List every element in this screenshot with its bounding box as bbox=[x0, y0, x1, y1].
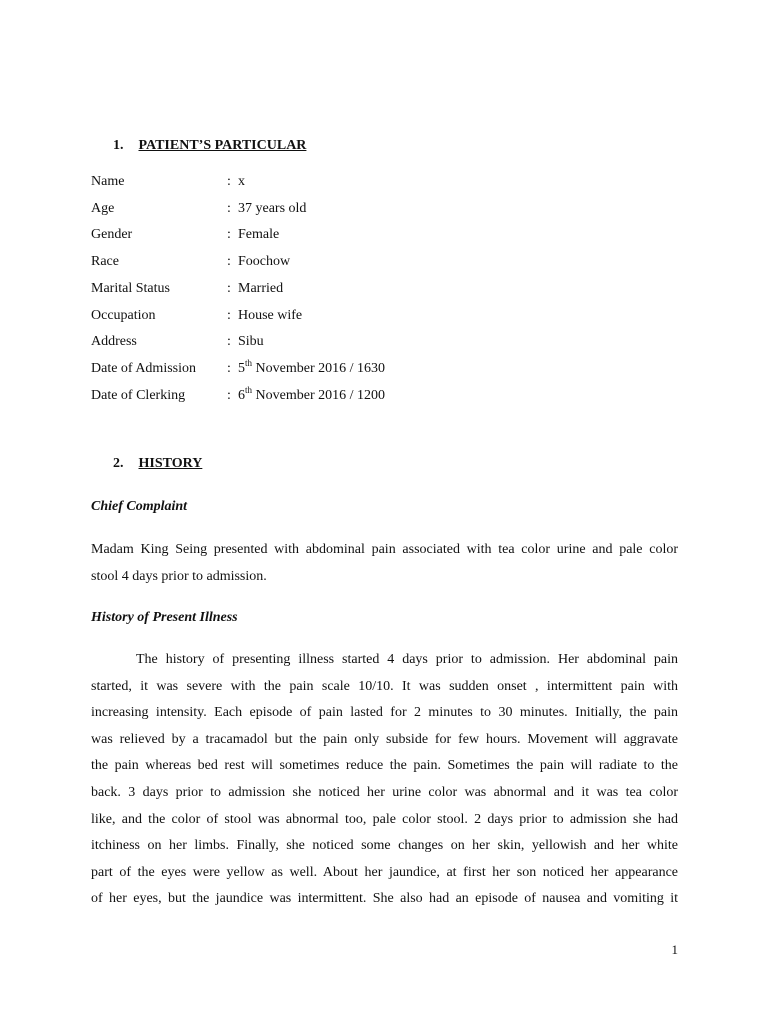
section-number: 2. bbox=[113, 456, 124, 471]
history-present-illness-paragraph bbox=[91, 647, 678, 913]
particular-label: Address bbox=[91, 334, 137, 350]
date-day: 5 bbox=[238, 360, 245, 376]
particular-colon: : bbox=[227, 280, 231, 296]
particular-value: Sibu bbox=[238, 334, 264, 350]
page-number: 1 bbox=[671, 942, 678, 957]
date-rest: November 2016 / 1630 bbox=[252, 360, 385, 376]
paragraph-line: started, it was severe with the pain scale 10/10. It was sudden onset , intermittent pain with bbox=[91, 678, 678, 694]
date-ordinal-suffix: th bbox=[245, 357, 253, 368]
paragraph-line: like, and the color of stool was abnormal too, pale color stool. 2 days prior to admission she had bbox=[91, 811, 678, 827]
particular-value: x bbox=[238, 174, 245, 189]
particular-colon: : bbox=[227, 254, 231, 270]
paragraph-line: was relieved by a tracamadol but the pain only subside for few hours. Movement will aggravate bbox=[91, 731, 678, 747]
particular-colon: : bbox=[227, 387, 231, 403]
particular-value: Foochow bbox=[238, 254, 291, 270]
date-ordinal-suffix: th bbox=[245, 384, 253, 395]
particular-value bbox=[238, 386, 385, 406]
paragraph-line: The history of presenting illness started 4 days prior to admission. Her abdominal pain bbox=[136, 652, 678, 667]
particular-label: Gender bbox=[91, 227, 133, 243]
paragraph-line: itchiness on her limbs. Finally, she noticed some changes on her skin, yellowish and her white bbox=[91, 838, 678, 854]
particular-value: 37 years old bbox=[238, 200, 307, 216]
particular-value: Female bbox=[238, 227, 280, 243]
particular-value: Married bbox=[238, 280, 284, 296]
paragraph-line: increasing intensity. Each episode of pain lasted for 2 minutes to 30 minutes. Initially, the pain bbox=[91, 705, 678, 721]
particular-label: Date of Clerking bbox=[91, 387, 186, 403]
particular-value bbox=[238, 359, 385, 379]
section-heading-patient-particular bbox=[113, 138, 306, 154]
particular-label: Date of Admission bbox=[91, 360, 196, 376]
paragraph-line: of her eyes, but the jaundice was intermittent. She also had an episode of nausea and vomiting it bbox=[91, 891, 678, 907]
date-day: 6 bbox=[238, 387, 245, 403]
chief-complaint-heading: Chief Complaint bbox=[91, 499, 188, 514]
particular-colon: : bbox=[227, 360, 231, 376]
paragraph-line: part of the eyes were yellow as well. About her jaundice, at first her son noticed her appearance bbox=[91, 864, 678, 880]
paragraph-line: back. 3 days prior to admission she noticed her urine color was abnormal and it was tea color bbox=[91, 784, 678, 800]
particular-label: Age bbox=[91, 200, 115, 216]
particular-label: Occupation bbox=[91, 307, 156, 323]
section-number: 1. bbox=[113, 138, 124, 153]
particular-label: Marital Status bbox=[91, 280, 170, 296]
section-heading-history bbox=[113, 456, 202, 472]
history-present-illness-heading: History of Present Illness bbox=[91, 610, 238, 625]
particular-colon: : bbox=[227, 334, 231, 350]
particular-label: Name bbox=[91, 174, 125, 189]
paragraph-line: the pain whereas bed rest will sometimes reduce the pain. Sometimes the pain will radiate to the bbox=[91, 758, 678, 774]
section-title: HISTORY bbox=[138, 456, 203, 471]
particular-colon: : bbox=[227, 227, 231, 243]
particular-colon: : bbox=[227, 200, 231, 216]
date-rest: November 2016 / 1200 bbox=[252, 387, 385, 403]
paragraph-line: Madam King Seing presented with abdominal pain associated with tea color urine and pale color bbox=[91, 542, 678, 557]
particular-label: Race bbox=[91, 254, 119, 270]
particular-value: House wife bbox=[238, 307, 303, 323]
paragraph-line: stool 4 days prior to admission. bbox=[91, 568, 267, 584]
particular-colon: : bbox=[227, 174, 231, 189]
chief-complaint-paragraph bbox=[91, 537, 678, 590]
section-title: PATIENT’S PARTICULAR bbox=[138, 138, 307, 153]
particular-colon: : bbox=[227, 307, 231, 323]
